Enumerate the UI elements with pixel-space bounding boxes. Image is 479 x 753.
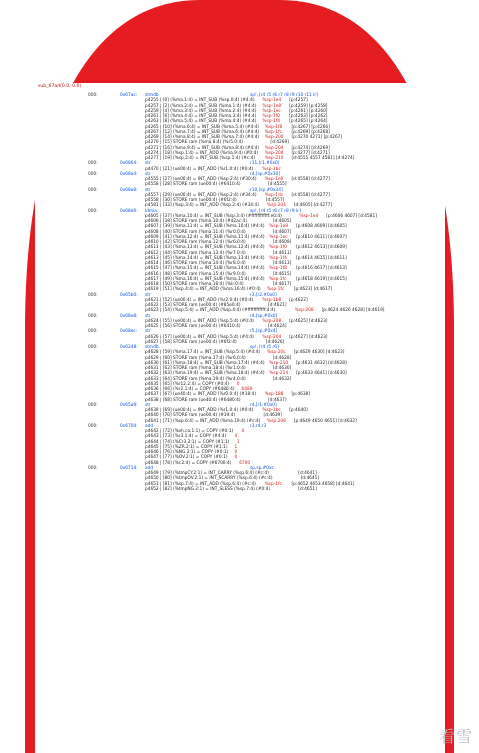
def-use-refs: [p:4269] [p:4268]: [291, 129, 330, 135]
stack-comment: %sp-1f0: [269, 245, 287, 251]
pcode-op-text: p4618 | [50] STORE ram (%ma.16:4) (%lr.0:4): [145, 282, 244, 287]
pcode-op-text: p4637 | [67] (ue40:4) = INT_ADD (%r0.0:4) (#18:4): [145, 392, 257, 398]
def-use-refs: [p:4631 4632] [d:4628]: [296, 360, 347, 366]
def-use-refs: [p:4618 4619] [d:4615]: [296, 276, 347, 282]
pcode-op-text: p4265 | [10] (%ma.6:4) = INT_SUB (%ma.5:4) (#4:4): [145, 124, 260, 130]
instruction-operands: sp!,{r4 r5 r6 r7 r8 r9 r10 r11 lr}: [250, 93, 319, 98]
pcode-op-text: p4629 | [60] STORE ram (%ma.17:4) (%r6.0:4): [145, 355, 246, 361]
stack-comment: %sp-1ec: [269, 234, 288, 240]
stack-comment: %sp-204: [264, 150, 284, 156]
instruction-offset: 0x68ec:: [120, 329, 138, 335]
pcode-op-text: p4581 | [33] (%sp.3:4) = INT_ADD (%sp.2:4) (#34:4): [145, 203, 259, 209]
pcode-op-text: p4648 | [78] (%r.2:4) = COPY (#6700:4): [145, 460, 232, 466]
stack-comment: %sp-200: [264, 135, 284, 140]
instruction-address: 000:: [88, 208, 98, 214]
pcode-op-text: p4650 | [80] (%tmpOV.2:1) = INT_SCARRY (%sp.6:4) (#c:4): [145, 476, 273, 482]
instruction-offset: 0x68a4:: [120, 171, 138, 177]
def-use-refs: [p:4259] [p:4258]: [289, 103, 328, 109]
stack-comment: %sp-1fc: [267, 287, 285, 293]
def-use-refs: [p:4270 4271] [p:4267]: [291, 135, 343, 140]
pcode-op-text: p4605 | [37] (%ma.10:4) = INT_SUB (%sp.3:4) (#ffffffffffff:e0:4): [145, 213, 282, 219]
instruction-mnemonic: str: [145, 313, 151, 319]
def-use-refs: [d:4621]: [268, 303, 287, 308]
def-use-refs: [d:4632]: [272, 376, 292, 382]
def-use-refs: [p:4267] [p:4266]: [291, 124, 330, 130]
instruction-address: 000:: [88, 329, 98, 335]
instruction-operands: sp!,{r4 r5 r6}: [250, 345, 280, 350]
instruction-mnemonic: str: [145, 329, 151, 335]
pcode-op-text: p4611 | [43] (%ma.13:4) = INT_SUB (%ma.12:4) (#4:4): [145, 245, 265, 251]
pcode-op-text: p4255 | [0] (%ma.1:4) = INT_SUB (%sp.0:4) (#4:4): [145, 98, 255, 104]
pcode-op-text: p4621 | [52] (ue00:4) = INT_ADD (%r2.0:4) (#0:4): [145, 297, 254, 303]
pcode-op-text: p4612 | [44] STORE ram (%ma.13:4) (%r7.0:4): [145, 250, 246, 256]
instruction-offset: 0x6248:: [120, 345, 138, 350]
def-use-refs: [d:4637]: [268, 397, 287, 403]
def-use-refs: [p:4640]: [289, 408, 308, 413]
stack-comment: %sp-1f8: [269, 266, 287, 272]
pcode-op-text: p4631 | [62] STORE ram (%ma.18:4) (%r1.0:4): [145, 366, 246, 371]
def-use-refs: [d:4609]: [272, 240, 292, 245]
def-use-refs: [d:4611]: [272, 250, 292, 256]
stack-comment: %sp-208: [294, 308, 314, 314]
pcode-op-text: p4614 | [46] STORE ram (%ma.14:4) (%r8.0:4): [145, 261, 246, 266]
def-use-refs: [p:4616 4617] [d:4613]: [296, 266, 347, 272]
pcode-op-text: p4622 | [53] STORE ram (ue00:4) (#85e0:4): [145, 303, 241, 308]
def-use-refs: [p:4633 4641] [d:4630]: [296, 371, 347, 377]
stack-comment: %sp-1bc: [262, 408, 281, 413]
pcode-op-text: p4644 | [74] (%Cr3.2:1) = COPY (#1:1): [145, 439, 230, 445]
pcode-op-text: p4626 | [57] (ue00:4) = INT_ADD (%sp.5:4) (#4:4): [145, 334, 254, 340]
instruction-offset: 0x65b0:: [120, 292, 138, 298]
pcode-op-text: p4274 | [18] (%sp.1:4) = INT_ADD (%ma.9:4) (#0:4): [145, 150, 258, 156]
def-use-refs: [d:4555 4557 4581] [d:4274]: [291, 156, 355, 161]
pcode-op-text: p4646 | [76] (%NG.2:1) = COPY (#0:1): [145, 450, 229, 455]
def-use-refs: [p:4622]: [289, 297, 308, 303]
pcode-op-text: p4270 | [15] STORE ram (%ma.8:4) (%r5.0:4): [145, 140, 243, 146]
instruction-offset: 0x65a9:: [120, 402, 138, 408]
instruction-offset: 0x6864:: [120, 161, 138, 167]
instruction-address: 000:: [88, 292, 98, 298]
stack-comment: %sp-1e0: [264, 177, 284, 182]
def-use-refs: [p:4274] [d:4269]: [291, 145, 330, 151]
stack-comment: %sp-1e8: [262, 103, 282, 109]
stack-comment: %sp-1dc: [264, 192, 284, 198]
instruction-offset: 0x68d0:: [120, 208, 138, 214]
stack-comment: 0: [234, 455, 238, 461]
stack-comment: 1: [234, 444, 238, 450]
stack-comment: %sp-20c: [267, 350, 286, 356]
def-use-refs: [p:4608 4609] [d:4605]: [296, 224, 347, 230]
def-use-refs: [d:4641]: [298, 471, 317, 476]
stack-comment: %sp-214: [269, 371, 289, 377]
stack-comment: %sp-1fc: [264, 129, 282, 135]
instruction-address: 000:: [88, 345, 98, 350]
instruction-mnemonic: stmdb: [145, 93, 159, 98]
def-use-refs: [d:4615]: [272, 271, 292, 277]
pcode-op-text: p4651 | [81] (%sp.7:4) = INT_ADD (%sp.6:4) (#c:4): [145, 481, 256, 487]
stack-comment: 6700: [239, 460, 251, 466]
pcode-op-text: p4557 | [29] (ue00:4) = INT_ADD (%sp.2:4) (#34:4): [145, 192, 257, 198]
def-use-refs: [d:4639]: [263, 413, 282, 419]
pcode-op-text: p4636 | [66] (%r2.1:4) = COPY (#6480:4): [145, 387, 235, 392]
instruction-operands: sp,sp,#0xc: [250, 465, 274, 471]
def-use-refs: [d:4624]: [268, 324, 287, 329]
instruction-operands: r4,[sp,#0x0]: [250, 313, 278, 319]
instruction-operands: r5,[sp,#0x4]: [250, 329, 278, 335]
pcode-op-text: p4617 | [49] (%ma.16:4) = INT_SUB (%ma.15:4) (#4:4): [145, 276, 265, 282]
instruction-address: 000:: [88, 313, 98, 319]
instruction-mnemonic: str: [145, 292, 151, 298]
def-use-refs: [p:4261] [p:4260]: [289, 108, 328, 114]
stack-comment: %sp-188: [264, 392, 284, 398]
pcode-op-text: p4558 | [28] STORE ram (ue00:4) (#6410:4): [145, 182, 241, 188]
def-use-refs: [d:4555]: [268, 182, 287, 188]
pcode-op-text: p4619 | [51] (%sp.4:4) = INT_ADD (%ma.16:4) (#0:4): [145, 287, 261, 293]
instruction-address: 000:: [88, 423, 98, 429]
pcode-op-text: p4257 | [2] (%ma.2:4) = INT_SUB (%ma.1:4) (#4:4): [145, 103, 257, 109]
pcode-op-text: p4635 | [65] (%r12.2:4) = COPY (#0:4): [145, 381, 230, 387]
def-use-refs: [d:4617]: [272, 282, 292, 287]
def-use-refs: [p:4625] [d:4623]: [289, 318, 328, 324]
def-use-refs: [d:4641]: [300, 476, 320, 482]
pcode-op-text: p4470 | [21] (ue00:4) = INT_ADD (%r1.0:4) (#0:4): [145, 166, 254, 172]
pcode-listing: [0, 93, 479, 492]
pcode-op-text: p4627 | [58] STORE ram (ue00:4) (#6f2:4): [145, 339, 237, 345]
pcode-op-text: p4643 | [73] (%r3.1:4) = COPY (#4:4): [145, 434, 227, 440]
pcode-op-text: p4259 | [4] (%ma.3:4) = INT_SUB (%ma.2:4) (#4:4): [145, 108, 257, 114]
instruction-operands: r4,[sp,#0x30]: [250, 171, 280, 177]
instruction-mnemonic: str: [145, 161, 151, 167]
stack-comment: %sp-1f4: [269, 255, 287, 261]
pcode-op-text: p4623 | [54] (%sp.5:4) = INT_ADD (%sp.4:4) (#ffffffffffff:4:4): [145, 308, 276, 314]
def-use-refs: [p:4623] [d:4617]: [293, 287, 333, 293]
instruction-operands: r3,[r2,#0x0]: [250, 292, 277, 298]
pcode-op-text: p4652 | [82] (%tmpNG.2:1) = INT_SLESS (%sp.7:4) (#0:4): [145, 486, 271, 492]
instruction-mnemonic: stmdb: [145, 345, 159, 350]
def-use-refs: [p:4265] [p:4264]: [289, 119, 328, 125]
stack-comment: %sp-204: [267, 203, 286, 209]
pcode-op-text: p4625 | [56] STORE ram (ue00:4) (#6410:4): [145, 324, 241, 329]
pcode-op-text: p4628 | [59] (%ma.17:4) = INT_SUB (%sp.5:4) (#4:4): [145, 350, 260, 356]
def-use-refs: [d:4651]: [298, 486, 317, 492]
instruction-address: 000:: [88, 465, 98, 471]
stack-comment: %sp-208: [267, 418, 286, 424]
stack-comment: 4: [234, 434, 238, 440]
instruction-address: 000:: [88, 187, 98, 193]
pcode-op-text: p4638 | [68] STORE ram (ue40:4) (#6480:4): [145, 397, 241, 403]
instruction-offset: 0x6704:: [120, 423, 138, 429]
pcode-op-text: p4624 | [55] (ue00:4) = INT_ADD (%sp.5:4) (#0:4): [145, 318, 254, 324]
pcode-op-text: p4610 | [42] STORE ram (%ma.12:4) (%r6.0:4): [145, 240, 246, 245]
stack-comment: %sp-210: [264, 156, 284, 161]
pcode-op-text: p4645 | [75] (%ZR.2:1) = COPY (#1:1): [145, 444, 228, 450]
instruction-mnemonic: str: [145, 187, 151, 193]
pcode-op-text: p4607 | [39] (%ma.11:4) = INT_SUB (%ma.10:4) (#4:4): [145, 224, 265, 230]
instruction-offset: 0x68a8:: [120, 187, 138, 193]
stack-comment: 1: [236, 439, 240, 445]
stack-comment: %sp-1bc: [262, 166, 281, 172]
instruction-operands: r10,[sp,#0x34]: [250, 187, 283, 193]
instruction-address: 000:: [88, 171, 98, 177]
def-use-refs: [p:4649 4650 4651] [d:4632]: [293, 418, 357, 424]
stack-comment: %sp-210: [269, 360, 289, 366]
pcode-op-text: p4606 | [38] STORE ram (%ma.10:4) (#d2ac:4): [145, 219, 248, 224]
pcode-op-text: p4632 | [63] (%ma.19:4) = INT_SUB (%ma.18:4) (#4:4): [145, 371, 265, 377]
def-use-refs: [d:4613]: [272, 261, 292, 266]
watermark-logo: 看雪: [438, 727, 473, 746]
def-use-refs: [d:4628]: [272, 355, 292, 361]
pcode-op-text: p4608 | [40] STORE ram (%ma.11:4) (%r0.0:4): [145, 229, 246, 235]
pcode-op-text: p4269 | [14] (%ma.8:4) = INT_SUB (%ma.7:4) (#4:4): [145, 135, 260, 140]
def-use-refs: [p:4627] [d:4623]: [289, 334, 328, 340]
stack-comment: 0: [236, 381, 240, 387]
stack-comment: %sp-1e4: [299, 213, 319, 219]
stack-comment: 0: [234, 450, 238, 455]
def-use-refs: [p:4610 4611] [d:4607]: [296, 234, 347, 240]
def-use-refs: [p:4624 4626 4628] [d:4619]: [321, 308, 385, 314]
pcode-op-text: p4640 | [70] STORE ram (ue00:4) (#19:4): [145, 413, 236, 419]
pcode-op-text: p4261 | [6] (%ma.4:4) = INT_SUB (%ma.3:4) (#4:4): [145, 114, 257, 119]
pcode-op-text: p4555 | [27] (ue00:4) = INT_ADD (%sp.2:4) (#30:4): [145, 177, 257, 182]
instruction-operands: r11,[r1,#0x0]: [250, 161, 280, 167]
def-use-refs: [p:4612 4613] [d:4609]: [296, 245, 347, 251]
pcode-op-text: p4630 | [61] (%ma.18:4) = INT_SUB (%ma.17:4) (#4:4): [145, 360, 265, 366]
pcode-op-text: p4616 | [48] STORE ram (%ma.15:4) (%r9.0:4): [145, 271, 246, 277]
instruction-mnemonic: add: [145, 423, 154, 429]
def-use-refs: [p:4606 4607] [d:4581]: [326, 213, 377, 219]
def-use-refs: [p:4277] [d:4271]: [291, 150, 330, 156]
stack-comment: %sp-204: [262, 334, 282, 340]
stack-comment: %sp-208: [262, 318, 282, 324]
pcode-op-text: p4609 | [41] (%ma.12:4) = INT_SUB (%ma.11:4) (#4:4): [145, 234, 265, 240]
instruction-operands: sp!,{r4 r5 r6 r7 r8 r9 lr}: [250, 208, 302, 214]
def-use-refs: [p:4629 4630] [d:4623]: [293, 350, 345, 356]
instruction-offset: 0x67ac:: [120, 93, 138, 98]
instruction-offset: 0x68e8:: [120, 313, 138, 319]
pcode-op-text: p4615 | [47] (%ma.15:4) = INT_SUB (%ma.14:4) (#4:4): [145, 266, 265, 272]
stack-comment: %sp-1fc: [269, 276, 287, 282]
instruction-mnemonic: str: [145, 171, 151, 177]
instruction-address: 000:: [88, 402, 98, 408]
def-use-refs: [d:4558] [d:4277]: [291, 192, 330, 198]
pcode-op-text: p4613 | [45] (%ma.14:4) = INT_SUB (%ma.13:4) (#4:4): [145, 255, 265, 261]
pcode-op-text: p4558 | [30] STORE ram (ue00:4) (#6f2:4): [145, 198, 237, 203]
pcode-op-text: p4271 | [16] (%ma.9:4) = INT_SUB (%ma.8:4) (#4:4): [145, 145, 260, 151]
instruction-address: 000:: [88, 161, 98, 167]
pcode-op-text: p4641 | [71] (%sp.6:4) = INT_ADD (%ma.19:4) (#c:4): [145, 418, 261, 424]
def-use-refs: [p:4263] [p:4262]: [289, 114, 328, 119]
def-use-refs: [d:4607]: [272, 229, 292, 235]
def-use-refs: [d:4605]: [272, 219, 292, 224]
stack-comment: %sp-1e4: [262, 98, 282, 104]
stack-comment: %sp-1f8: [264, 124, 283, 130]
def-use-refs: [d:4269]: [270, 140, 289, 146]
pcode-op-row[interactable]: [0, 487, 479, 492]
stack-comment: 0: [241, 429, 245, 434]
instruction-mnemonic: str: [145, 402, 151, 408]
def-use-refs: [p:4638]: [291, 392, 310, 398]
def-use-refs: [p:4614 4615] [d:4611]: [296, 255, 347, 261]
pcode-op-text: p4277 | [19] (%sp.2:4) = INT_SUB (%sp.1:4) (#c:4): [145, 156, 256, 161]
pcode-op-text: p4647 | [77] (%OV.2:1) = COPY (#0:1): [145, 455, 228, 461]
stack-comment: %sp-1e8: [269, 224, 289, 230]
stack-comment: 6480: [241, 387, 253, 392]
stack-comment: %sp-1f4: [262, 119, 280, 125]
def-use-refs: [d:4557]: [265, 198, 285, 203]
pcode-op-text: p4263 | [8] (%ma.5:4) = INT_SUB (%ma.4:4) (#4:4): [145, 119, 257, 125]
stack-comment: %sp-1fc: [264, 481, 282, 487]
pcode-op-text: p4639 | [69] (ue00:4) = INT_ADD (%r1.0:4) (#0:4): [145, 408, 254, 413]
instruction-mnemonic: ldmia: [145, 208, 157, 214]
pcode-op-text: p4633 | [64] STORE ram (%ma.19:4) (%r4.0:4): [145, 376, 246, 382]
def-use-refs: [d:4558] [d:4277]: [291, 177, 330, 182]
stack-comment: %sp-1f0: [262, 114, 280, 119]
instruction-mnemonic: add: [145, 465, 154, 471]
instruction-offset: 0x6714:: [120, 465, 138, 471]
instruction-address: 000:: [88, 93, 98, 98]
instruction-operands: r3,r4,r3: [250, 423, 267, 429]
instruction-operands: r4,[r1,#0x0]: [250, 402, 277, 408]
def-use-refs: [d:4630]: [272, 366, 292, 371]
def-use-refs: [d:4605] [d:4277]: [293, 203, 333, 209]
stack-comment: %sp-1b8: [262, 297, 282, 303]
pcode-op-text: p4642 | [72] (%sh.ca.1:1) = COPY (#0:1): [145, 429, 234, 434]
stack-comment: %sp-1ec: [262, 108, 281, 114]
def-use-refs: [p:4652 4653 4658] [d:4641]: [291, 481, 355, 487]
def-use-refs: [d:4626]: [265, 339, 285, 345]
function-heading[interactable]: sub_67ad(0.0, 0.0): [38, 84, 82, 89]
pcode-op-text: p4267 | [12] (%ma.7:4) = INT_SUB (%ma.6:4) (#4:4): [145, 129, 260, 135]
stack-comment: %sp-204: [264, 145, 284, 151]
pcode-op-text: p4649 | [79] (%tmpCY.2:1) = INT_CARRY (%sp.6:4) (#c:4): [145, 471, 269, 476]
def-use-refs: [p:4257]: [289, 98, 308, 104]
